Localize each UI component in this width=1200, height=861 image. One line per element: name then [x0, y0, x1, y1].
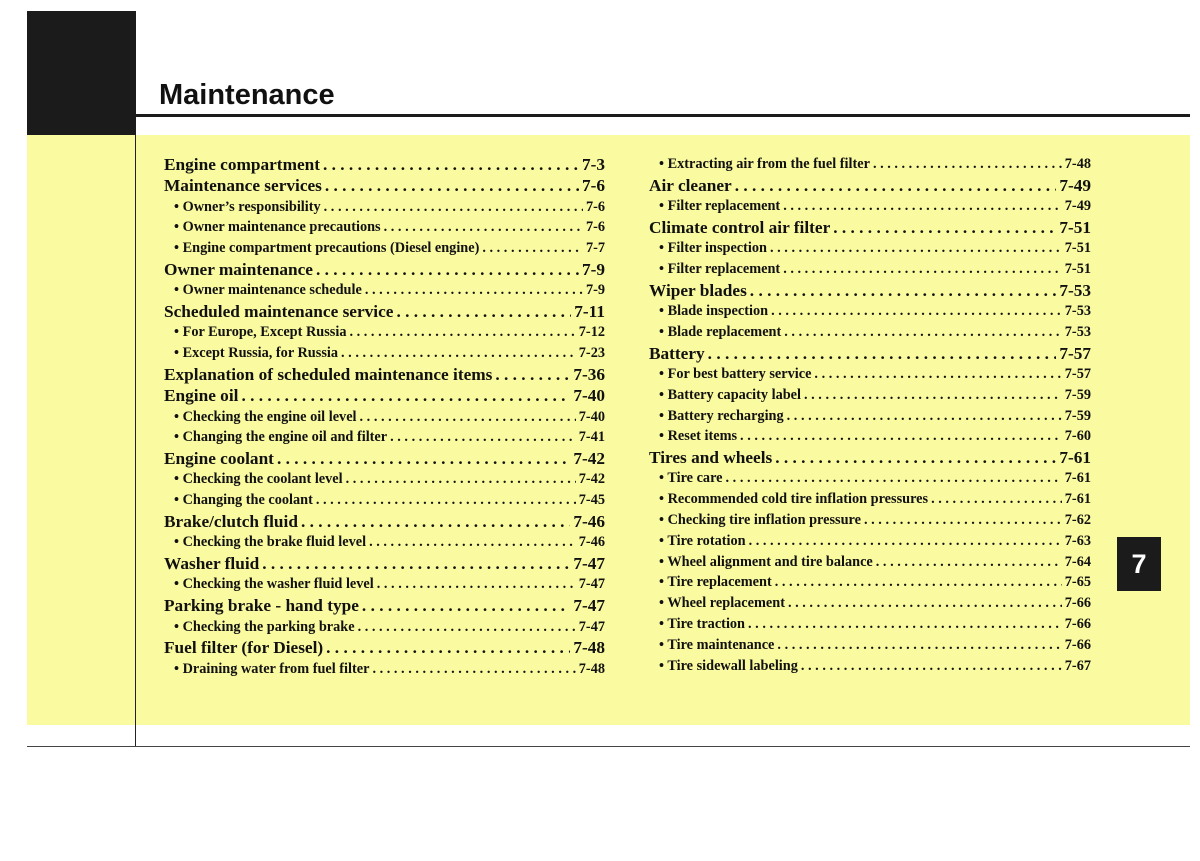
toc-page-number: 7-41	[578, 429, 605, 446]
toc-page-number: 7-59	[1064, 407, 1091, 424]
toc-section-entry[interactable]	[164, 364, 605, 385]
toc-subsection-entry[interactable]	[649, 614, 1091, 635]
toc-entry-label: • Reset items	[659, 428, 738, 445]
toc-page-number: 7-66	[1064, 616, 1091, 633]
toc-page-number: 7-47	[578, 618, 605, 635]
toc-subsection-entry[interactable]	[164, 427, 605, 448]
dot-leader	[770, 238, 1062, 259]
toc-page-number: 7-6	[585, 219, 605, 236]
toc-page-number: 7-66	[1064, 595, 1091, 612]
toc-entry-label: • Blade replacement	[659, 323, 782, 340]
toc-page-number: 7-67	[1064, 657, 1091, 674]
toc-section-entry[interactable]	[164, 175, 605, 196]
dot-leader	[771, 301, 1062, 322]
toc-subsection-entry[interactable]	[649, 489, 1091, 510]
toc-entry-label: • Filter inspection	[659, 240, 767, 257]
toc-page-number: 7-48	[1064, 156, 1091, 172]
toc-entry-label: • Checking the coolant level	[174, 471, 343, 488]
page-title: Maintenance	[159, 79, 335, 111]
toc-subsection-entry[interactable]	[649, 406, 1091, 427]
dot-leader	[349, 322, 575, 343]
toc-entry-label: Wiper blades	[649, 280, 747, 300]
toc-page-number: 7-65	[1064, 574, 1091, 591]
dot-leader	[708, 343, 1057, 364]
toc-page-number: 7-47	[573, 554, 605, 574]
toc-page-number: 7-61	[1064, 491, 1091, 508]
toc-entry-label: Explanation of scheduled maintenance items	[164, 364, 493, 384]
toc-entry-label: Battery	[649, 343, 705, 363]
toc-page-number: 7-46	[573, 512, 605, 532]
toc-page-number: 7-53	[1064, 323, 1091, 340]
toc-subsection-entry[interactable]	[649, 635, 1091, 656]
dot-leader	[241, 385, 570, 406]
toc-subsection-entry[interactable]	[164, 532, 605, 553]
dot-leader	[365, 280, 583, 301]
toc-page-number: 7-11	[574, 302, 605, 322]
toc-subsection-entry[interactable]	[164, 322, 605, 343]
toc-page-number: 7-6	[581, 176, 605, 196]
toc-page-number: 7-12	[578, 324, 605, 341]
toc-page-number: 7-51	[1064, 260, 1091, 277]
toc-entry-label: Washer fluid	[164, 554, 260, 574]
toc-entry-label: • Owner’s responsibility	[174, 198, 321, 215]
dot-leader	[777, 635, 1061, 656]
toc-entry-label: • Tire replacement	[659, 574, 772, 591]
dot-leader	[390, 427, 576, 448]
toc-entry-label: • Checking the parking brake	[174, 618, 355, 635]
dot-leader	[788, 593, 1062, 614]
toc-section-entry[interactable]	[164, 511, 605, 532]
dot-leader	[482, 238, 583, 259]
toc-entry-label: • Wheel alignment and tire balance	[659, 553, 873, 570]
dot-leader	[360, 407, 576, 428]
toc-page-number: 7-40	[578, 408, 605, 425]
dot-leader	[864, 510, 1062, 531]
dot-leader	[740, 426, 1062, 447]
dot-leader	[726, 468, 1062, 489]
toc-entry-label: • Tire rotation	[659, 532, 746, 549]
toc-entry-label: • Filter replacement	[659, 198, 781, 215]
footer-rule	[27, 746, 1190, 747]
dot-leader	[787, 406, 1062, 427]
toc-entry-label: Climate control air filter	[649, 217, 831, 237]
toc-subsection-entry[interactable]	[164, 238, 605, 259]
dot-leader	[384, 217, 583, 238]
toc-entry-label: • Draining water from fuel filter	[174, 660, 370, 677]
toc-section-entry[interactable]	[164, 154, 605, 175]
toc-page-number: 7-47	[578, 576, 605, 593]
toc-page-number: 7-6	[585, 198, 605, 215]
toc-page-number: 7-23	[578, 345, 605, 362]
dot-leader	[346, 469, 576, 490]
toc-entry-label: • Checking the engine oil level	[174, 408, 357, 425]
toc-subsection-entry[interactable]	[164, 617, 605, 638]
toc-page-number: 7-60	[1064, 428, 1091, 445]
toc-page-number: 7-61	[1059, 448, 1091, 468]
toc-subsection-entry[interactable]	[164, 280, 605, 301]
toc-subsection-entry[interactable]	[649, 572, 1091, 593]
margin-rule	[135, 135, 136, 747]
toc-page-number: 7-53	[1064, 303, 1091, 320]
dot-leader	[748, 614, 1062, 635]
toc-subsection-entry[interactable]	[164, 659, 605, 680]
toc-subsection-entry[interactable]	[649, 238, 1091, 259]
toc-page-number: 7-9	[581, 259, 605, 279]
toc-subsection-entry[interactable]	[164, 197, 605, 218]
toc-page-number: 7-51	[1064, 240, 1091, 257]
header-rule	[136, 114, 1190, 117]
toc-subsection-entry[interactable]	[649, 426, 1091, 447]
toc-page-number: 7-51	[1059, 217, 1091, 237]
toc-subsection-entry[interactable]	[649, 552, 1091, 573]
toc-subsection-entry[interactable]	[649, 531, 1091, 552]
toc-page-number: 7-47	[573, 596, 605, 616]
dot-leader	[735, 175, 1057, 196]
toc-page-number: 7-63	[1064, 532, 1091, 549]
dot-leader	[316, 259, 579, 280]
toc-entry-label: • Checking tire inflation pressure	[659, 512, 861, 529]
toc-subsection-entry[interactable]	[649, 510, 1091, 531]
toc-entry-label: Engine oil	[164, 386, 239, 406]
toc-column-left	[164, 154, 605, 679]
dot-leader	[396, 301, 571, 322]
dot-leader	[323, 154, 579, 175]
dot-leader	[784, 322, 1062, 343]
toc-page-number: 7-48	[573, 638, 605, 658]
toc-section-entry[interactable]	[649, 217, 1091, 238]
toc-entry-label: • Changing the engine oil and filter	[174, 429, 388, 446]
toc-page-number: 7-45	[578, 492, 605, 509]
toc-page-number: 7-7	[585, 240, 605, 257]
toc-section-entry[interactable]	[164, 259, 605, 280]
dot-leader	[775, 572, 1062, 593]
toc-page-number: 7-64	[1064, 553, 1091, 570]
toc-entry-label: Maintenance services	[164, 176, 322, 196]
toc-entry-label: • Tire traction	[659, 616, 746, 633]
dot-leader	[377, 574, 576, 595]
toc-page-number: 7-48	[578, 660, 605, 677]
toc-entry-label: • Owner maintenance precautions	[174, 219, 381, 236]
toc-subsection-entry[interactable]	[649, 593, 1091, 614]
toc-entry-label: • Checking the brake fluid level	[174, 534, 367, 551]
toc-entry-label: • Tire maintenance	[659, 636, 775, 653]
toc-section-entry[interactable]	[164, 553, 605, 574]
toc-subsection-entry[interactable]	[164, 469, 605, 490]
dot-leader	[495, 364, 570, 385]
dot-leader	[369, 532, 576, 553]
toc-subsection-entry[interactable]	[649, 468, 1091, 489]
dot-leader	[876, 552, 1062, 573]
toc-section-entry[interactable]	[164, 448, 605, 469]
toc-entry-label: • Recommended cold tire inflation pressures	[659, 491, 929, 508]
toc-page-number: 7-42	[578, 471, 605, 488]
toc-entry-label: • Engine compartment precautions (Diesel engine)	[174, 240, 480, 257]
dot-leader	[749, 531, 1062, 552]
toc-entry-label: Brake/clutch fluid	[164, 512, 298, 532]
dot-leader	[326, 637, 570, 658]
toc-section-entry[interactable]	[164, 637, 605, 658]
toc-page-number: 7-49	[1064, 198, 1091, 215]
toc-page-number: 7-57	[1064, 365, 1091, 382]
dot-leader	[277, 448, 570, 469]
dot-leader	[804, 385, 1062, 406]
dot-leader	[324, 197, 583, 218]
toc-subsection-entry[interactable]	[649, 196, 1091, 217]
toc-section-entry[interactable]	[649, 280, 1091, 301]
toc-subsection-entry[interactable]	[649, 322, 1091, 343]
dot-leader	[783, 196, 1062, 217]
toc-page-number: 7-57	[1059, 343, 1091, 363]
toc-entry-label: • Filter replacement	[659, 260, 781, 277]
dot-leader	[341, 343, 576, 364]
toc-entry-label: Owner maintenance	[164, 259, 313, 279]
toc-entry-label: • Changing the coolant	[174, 492, 313, 509]
toc-section-entry[interactable]	[649, 343, 1091, 364]
dot-leader	[833, 217, 1056, 238]
toc-subsection-entry[interactable]	[649, 656, 1091, 677]
toc-entry-label: • Battery recharging	[659, 407, 784, 424]
toc-column-right	[649, 154, 1091, 676]
toc-entry-label: • Except Russia, for Russia	[174, 345, 339, 362]
toc-page-number: 7-59	[1064, 386, 1091, 403]
chapter-tab[interactable]: 7	[1117, 537, 1161, 591]
toc-page-number: 7-36	[573, 364, 605, 384]
toc-subsection-entry[interactable]	[164, 490, 605, 511]
dot-leader	[262, 553, 570, 574]
toc-entry-label: • For Europe, Except Russia	[174, 324, 347, 341]
dot-leader	[775, 447, 1056, 468]
toc-page-number: 7-66	[1064, 636, 1091, 653]
toc-page-number: 7-42	[573, 449, 605, 469]
toc-section-entry[interactable]	[649, 447, 1091, 468]
toc-entry-label: • Extracting air from the fuel filter	[659, 156, 870, 172]
toc-entry-label: • Battery capacity label	[659, 386, 801, 403]
toc-entry-label: • Blade inspection	[659, 303, 769, 320]
toc-subsection-entry[interactable]	[649, 259, 1091, 280]
dot-leader	[301, 511, 570, 532]
dot-leader	[814, 364, 1061, 385]
toc-subsection-entry[interactable]	[164, 407, 605, 428]
toc-subsection-entry[interactable]	[164, 217, 605, 238]
toc-entry-label: Scheduled maintenance service	[164, 302, 394, 322]
toc-page-number: 7-3	[581, 155, 605, 174]
toc-section-entry[interactable]	[164, 301, 605, 322]
toc-subsection-entry[interactable]	[649, 301, 1091, 322]
toc-entry-label: • Tire care	[659, 470, 723, 487]
dot-leader	[931, 489, 1062, 510]
toc-entry-label: Engine coolant	[164, 449, 274, 469]
toc-subsection-entry[interactable]	[649, 154, 1091, 175]
dot-leader	[316, 490, 576, 511]
toc-entry-label: Fuel filter (for Diesel)	[164, 638, 324, 658]
toc-page-number: 7-53	[1059, 280, 1091, 300]
header-black-block	[27, 11, 136, 135]
toc-page-number: 7-9	[585, 282, 605, 299]
toc-section-entry[interactable]	[649, 175, 1091, 196]
toc-entry-label: • For best battery service	[659, 365, 812, 382]
toc-subsection-entry[interactable]	[649, 385, 1091, 406]
toc-entry-label: • Tire sidewall labeling	[659, 657, 798, 674]
dot-leader	[325, 175, 579, 196]
toc-page-number: 7-61	[1064, 470, 1091, 487]
toc-subsection-entry[interactable]	[164, 343, 605, 364]
toc-section-entry[interactable]	[164, 385, 605, 406]
dot-leader	[801, 656, 1062, 677]
toc-entry-label: • Owner maintenance schedule	[174, 282, 362, 299]
toc-entry-label: • Checking the washer fluid level	[174, 576, 374, 593]
dot-leader	[783, 259, 1062, 280]
toc-section-entry[interactable]	[164, 595, 605, 616]
toc-page-number: 7-49	[1059, 175, 1091, 195]
toc-entry-label: Parking brake - hand type	[164, 596, 359, 616]
dot-leader	[362, 595, 570, 616]
dot-leader	[372, 659, 575, 680]
toc-page-number: 7-46	[578, 534, 605, 551]
toc-page-number: 7-62	[1064, 512, 1091, 529]
toc-page-number: 7-40	[573, 386, 605, 406]
dot-leader	[358, 617, 576, 638]
toc-entry-label: Tires and wheels	[649, 448, 773, 468]
toc-entry-label: • Wheel replacement	[659, 595, 785, 612]
toc-subsection-entry[interactable]	[164, 574, 605, 595]
dot-leader	[873, 154, 1062, 175]
toc-subsection-entry[interactable]	[649, 364, 1091, 385]
toc-entry-label: Engine compartment	[164, 155, 320, 174]
toc-entry-label: Air cleaner	[649, 175, 732, 195]
dot-leader	[750, 280, 1057, 301]
